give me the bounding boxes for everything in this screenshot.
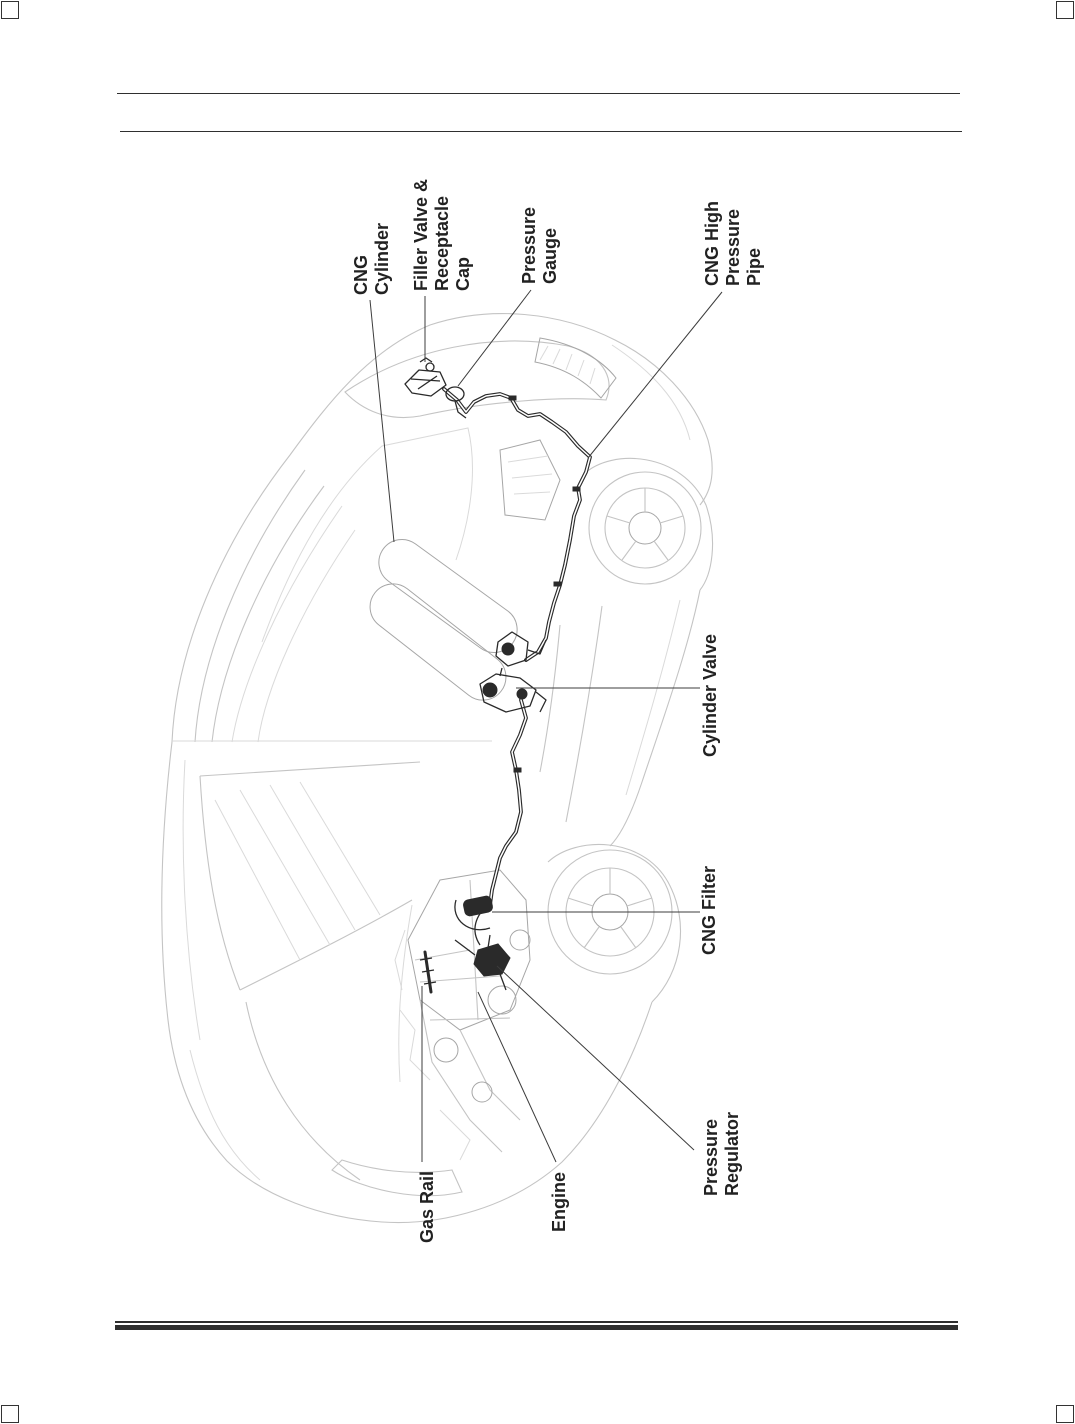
windshield-hatch [215,782,380,960]
a-pillar [200,776,240,990]
front-left-lines [183,760,260,1180]
pipe-clip-1 [509,396,516,400]
body-sill [610,590,700,846]
door-line-front [566,606,602,822]
transmission-lines [420,1000,520,1152]
label-line: CNG Filter [699,865,719,955]
pressure-regulator [455,935,510,990]
cylinder-valve-lower-port [517,689,527,699]
label-line: Filler Valve & [411,178,431,291]
label-engine [549,1172,569,1232]
engine-bay [395,870,530,1160]
leader-lines [370,290,722,1162]
label-cng-high-pressure-pipe [702,201,764,286]
leader-pressure-gauge [458,290,531,386]
footer-rule-thin [115,1321,958,1323]
rear-hatch-window [345,341,609,417]
rear-wheel [589,472,701,584]
label-line: CNG High [702,201,722,286]
engine-pulley-2 [472,1082,492,1102]
label-filler-valve-receptacle-cap [411,179,473,291]
label-line: Pressure [723,208,743,286]
receptacle-cap [426,363,434,371]
label-line: Regulator [722,1111,742,1196]
label-pressure-regulator [701,1112,742,1196]
hood-left-edge [246,1002,360,1180]
label-line: Gauge [540,227,560,284]
filler-valve-details [411,376,440,389]
rear-wheel-arch [584,458,713,590]
engine-pulley-3 [488,986,516,1014]
hood-center-line [399,905,412,1082]
leader-cng-cylinder [370,300,394,542]
footer-rule-thick [115,1325,958,1330]
roof-line-1 [195,470,305,742]
label-line: Cylinder [372,222,392,295]
label-cng-filter [699,866,719,955]
label-line: Pipe [744,247,764,286]
rear-hub [629,512,661,544]
label-line: Pressure [701,1118,721,1196]
cng-high-pressure-pipe [444,389,590,905]
body-outline-front [162,742,652,1223]
rear-interior-detail [500,440,560,520]
windshield-top [200,762,420,776]
pipe-clip-2 [573,487,580,491]
label-line: CNG [351,255,371,295]
label-line: Engine [549,1171,569,1232]
rear-interior-lines [508,456,552,494]
side-window [262,428,472,642]
cng-cylinders [361,530,526,709]
vehicle-outline [162,314,713,1223]
label-line: Receptacle [432,195,452,291]
label-cylinder-valve [700,634,720,757]
crop-mark-top-left [2,2,19,19]
crop-mark-top-right [1057,2,1074,19]
filler-bracket [420,358,432,362]
leader-engine [478,992,556,1162]
label-pressure-gauge [519,207,560,284]
engine-misc-lines [395,930,470,1160]
cylinder-valve-upper-knob [502,643,514,655]
pipe-clip-4 [514,768,521,772]
leader-pressure-regulator [497,966,694,1150]
filler-valve-body [405,370,446,396]
cng-cylinder-upper [370,530,526,661]
engine-pulley-4 [510,930,530,950]
engine-pulley-1 [434,1038,458,1062]
filler-valve-assembly [405,358,446,396]
crop-mark-bottom-left [2,1406,19,1423]
header-rule-top [117,93,960,94]
cng-filter-body [463,895,494,916]
leader-cng-high-pressure-pipe [588,292,722,458]
rear-bumper [612,345,690,440]
cylinder-valve-lower-knob [483,683,497,697]
headlamp [332,1160,462,1196]
label-cng-cylinder [351,223,392,295]
label-line: Pressure [519,206,539,284]
label-gas-rail [417,1171,437,1243]
crop-mark-bottom-right [1057,1406,1074,1423]
roof-line-2 [212,486,324,742]
cowl-line [240,900,412,990]
cylinder-valve-lower [480,668,546,712]
label-line: Cylinder Valve [700,633,720,757]
header-rule-bottom [120,131,962,132]
pipe-clip-3 [554,582,561,586]
label-line: Cap [453,256,473,291]
cng-filter [455,895,493,945]
pressure-regulator-body [474,944,510,976]
sill-inner-line [626,600,680,795]
label-line: Gas Rail [417,1170,437,1243]
